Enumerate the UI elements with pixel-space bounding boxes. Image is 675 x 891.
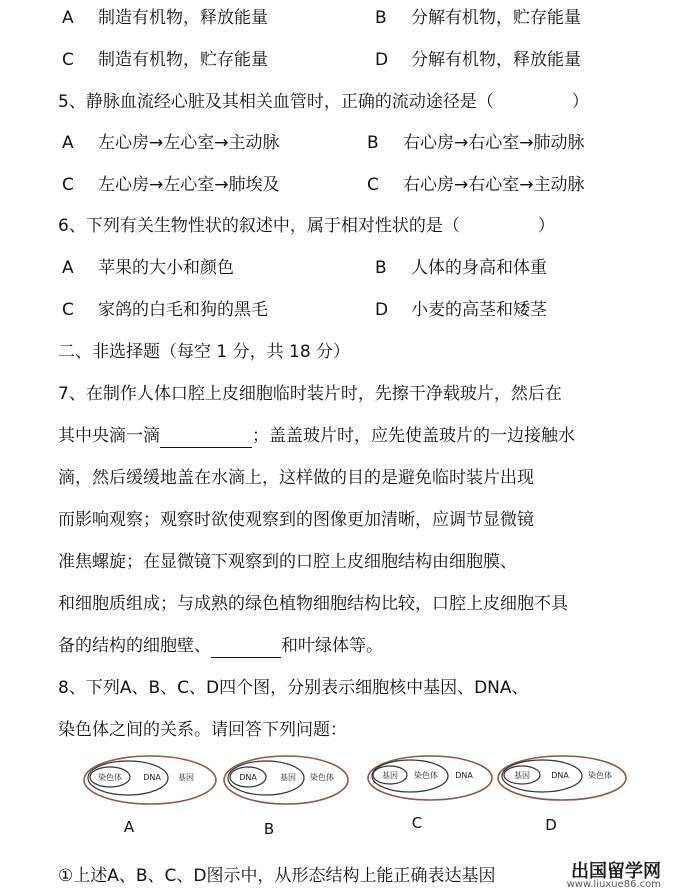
q6-stem <box>58 214 555 238</box>
q7-text: 备的结构的细胞壁、 <box>58 636 211 656</box>
watermark-title: 出国留学网 <box>571 861 661 882</box>
outer-label: 染色体 <box>588 771 612 780</box>
option-letter: D <box>375 300 389 320</box>
outer-label: DNA <box>455 771 473 780</box>
q7-text: ；盖盖玻片时，应先使盖玻片的一边接触水 <box>252 426 575 446</box>
middle-label: 染色体 <box>414 771 438 780</box>
option-text: 分解有机物，贮存能量 <box>411 8 581 28</box>
q4-option-b <box>375 6 581 30</box>
option-letter: C <box>62 50 74 70</box>
q6-option-d <box>375 298 547 322</box>
inner-label: DNA <box>239 773 257 782</box>
option-letter: C <box>62 175 74 195</box>
q7-line-6: 和细胞质组成；与成熟的绿色植物细胞结构比较，口腔上皮细胞不具 <box>58 594 568 614</box>
q5-option-b <box>367 131 585 155</box>
q7-line-3: 滴，然后缓缓地盖在水滴上，这样做的目的是避免临时装片出现 <box>58 468 534 488</box>
q5-option-a <box>62 131 280 155</box>
option-text: 右心房→右心室→肺动脉 <box>403 133 585 153</box>
option-text: 人体的身高和体重 <box>411 258 547 278</box>
option-letter: B <box>367 133 379 153</box>
answer-blank <box>211 637 281 658</box>
option-text: 左心房→左心室→主动脉 <box>98 133 280 153</box>
q8-line-1: 8、下列A、B、C、D四个图，分别表示细胞核中基因、DNA、 <box>58 678 529 698</box>
nested-ellipses <box>216 750 356 814</box>
q8-line-2: 染色体之间的关系。请回答下列问题： <box>58 720 347 740</box>
inner-label: 染色体 <box>98 773 122 782</box>
diagram-a <box>80 750 220 836</box>
q6-option-b <box>375 256 547 280</box>
outer-label: 染色体 <box>310 773 334 782</box>
q6-stem-text: 6、下列有关生物性状的叙述中，属于相对性状的是（ <box>58 216 460 236</box>
option-letter: D <box>375 50 389 70</box>
nested-ellipses <box>80 750 220 814</box>
option-text: 分解有机物，释放能量 <box>411 50 581 70</box>
q5-option-c <box>62 173 280 197</box>
q4-option-c <box>62 48 268 72</box>
diagram-caption: A <box>123 818 135 836</box>
q6-close-paren: ） <box>537 216 555 236</box>
q5-stem-text: 5、静脉血流经心脏及其相关血管时，正确的流动途径是（ <box>58 92 494 112</box>
q7-line-7 <box>58 634 383 658</box>
site-watermark <box>509 857 669 891</box>
diagram-b <box>216 750 356 838</box>
q7-text: 其中央滴一滴 <box>58 426 160 446</box>
option-text: 小麦的高茎和矮茎 <box>411 300 547 320</box>
nested-ellipses <box>360 750 500 814</box>
option-letter: C <box>367 175 379 195</box>
option-text: 右心房→右心室→主动脉 <box>403 175 585 195</box>
diagram-c <box>360 750 500 832</box>
q4-option-a <box>62 6 268 30</box>
middle-label: DNA <box>143 773 161 782</box>
option-text: 苹果的大小和颜色 <box>98 258 234 278</box>
middle-label: DNA <box>551 771 569 780</box>
option-text: 制造有机物，释放能量 <box>98 8 268 28</box>
option-letter: A <box>62 8 74 28</box>
outer-label: 基因 <box>178 773 194 782</box>
option-letter: B <box>375 8 387 28</box>
option-letter: A <box>62 258 74 278</box>
option-text: 制造有机物，贮存能量 <box>98 50 268 70</box>
option-text: 左心房→左心室→肺埃及 <box>98 175 280 195</box>
answer-blank <box>160 427 252 448</box>
diagram-d <box>492 750 632 834</box>
q5-close-paren: ） <box>571 92 589 112</box>
q4-option-d <box>375 48 581 72</box>
q7-line-1: 7、在制作人体口腔上皮细胞临时装片时，先擦干净载玻片，然后在 <box>58 384 562 404</box>
diagram-caption: B <box>263 820 275 838</box>
q6-option-a <box>62 256 234 280</box>
q5-stem <box>58 90 589 114</box>
q7-text: 和叶绿体等。 <box>281 636 383 656</box>
diagram-caption: C <box>411 814 423 832</box>
q5-option-d <box>367 173 585 197</box>
q7-line-4: 而影响观察；观察时欲使观察到的图像更加清晰，应调节显微镜 <box>58 510 534 530</box>
inner-label: 基因 <box>514 771 530 780</box>
q8-sub-question-1: ①上述A、B、C、D图示中，从形态结构上能正确表达基因 <box>58 866 496 886</box>
inner-label: 基因 <box>382 771 398 780</box>
q7-line-2 <box>58 424 575 448</box>
section-heading: 二、非选择题（每空 1 分，共 18 分） <box>58 342 351 362</box>
q7-line-5: 准焦螺旋；在显微镜下观察到的口腔上皮细胞结构由细胞膜、 <box>58 552 517 572</box>
middle-label: 基因 <box>280 773 296 782</box>
option-letter: A <box>62 133 74 153</box>
diagram-caption: D <box>545 816 557 834</box>
watermark-url: www.liuxue86.com <box>566 879 661 890</box>
option-text: 家鸽的白毛和狗的黑毛 <box>98 300 268 320</box>
gene-dna-chromosome-diagrams <box>0 750 675 840</box>
option-letter: C <box>62 300 74 320</box>
nested-ellipses <box>492 750 632 814</box>
option-letter: B <box>375 258 387 278</box>
q6-option-c <box>62 298 268 322</box>
